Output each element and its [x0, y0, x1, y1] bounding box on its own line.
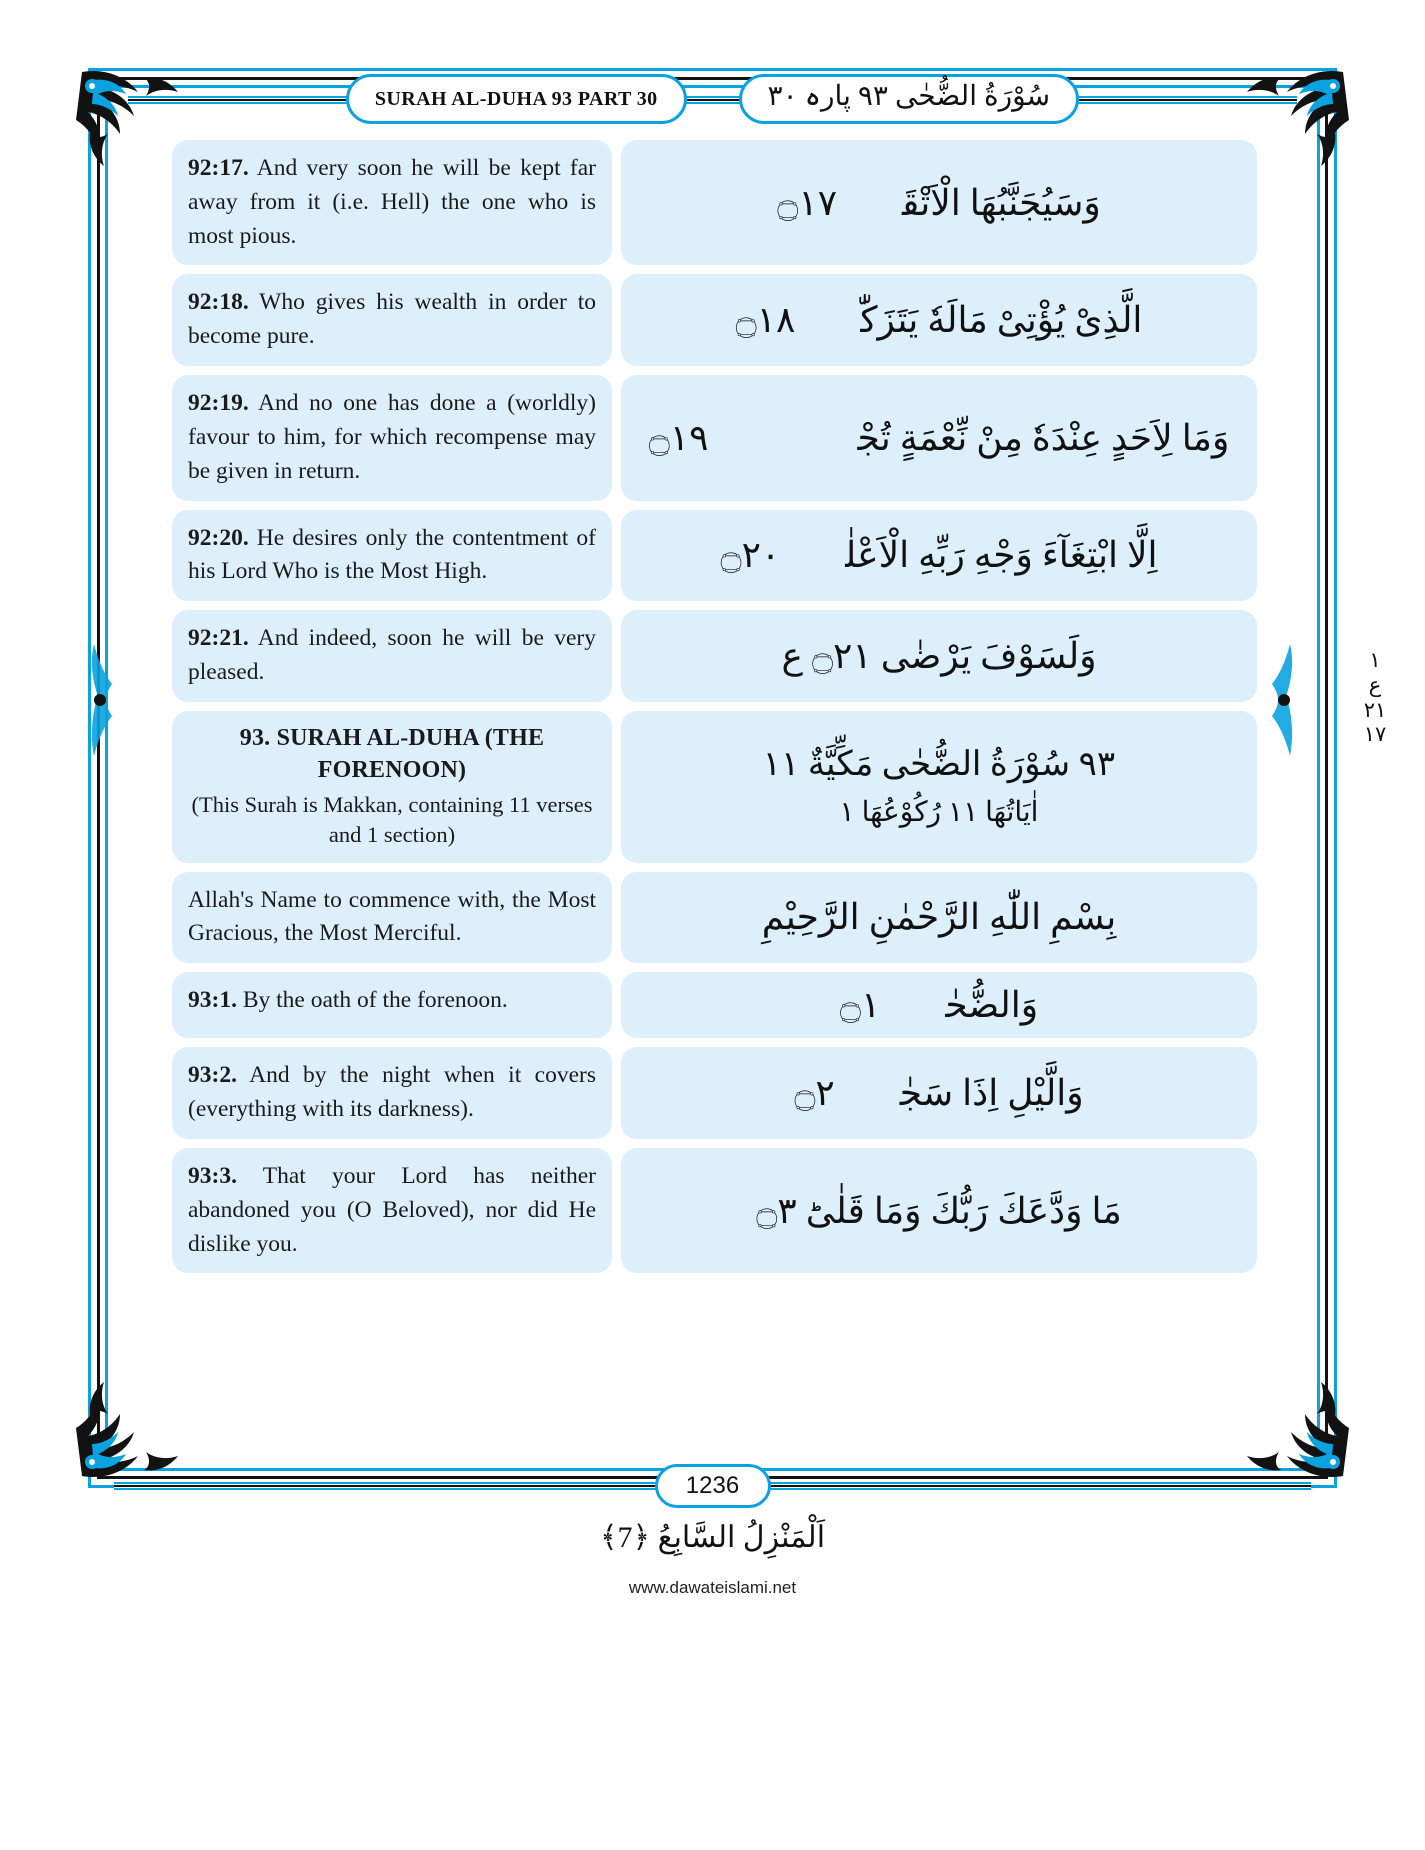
verse-reference: 92:17. — [188, 155, 249, 181]
verse-arabic: وَمَا لِاَحَدٍ عِنْدَهٗ مِنْ نِّعْمَةٍ تُجْزٰۤىۙ ۝١٩ — [648, 417, 1230, 458]
verse-translation-cell — [172, 140, 612, 265]
verse-reference: 92:21. — [188, 625, 249, 652]
header-pill-arabic — [739, 74, 1080, 124]
surah-heading-cell — [172, 711, 612, 863]
page-number: 1236 — [685, 1472, 740, 1499]
surah-title: 93. SURAH AL-DUHA (THE FORENOON) — [239, 724, 545, 783]
table-row — [172, 274, 1257, 366]
bismillah-translation: Allah's Name to commence with, the Most Gracious, the Most Merciful. — [188, 886, 596, 947]
page-header — [88, 68, 1337, 130]
header-title-english: SURAH AL-DUHA 93 PART 30 — [374, 87, 658, 110]
verse-translation: That your Lord has neither abandoned you (O Beloved), nor did He dislike you. — [188, 1162, 596, 1257]
verse-arabic: وَلَسَوْفَ یَرْضٰى ۝٢١ ع — [781, 636, 1097, 677]
verse-arabic-cell — [621, 1148, 1257, 1273]
verse-translation-cell — [172, 1148, 612, 1273]
side-ornament-right — [1258, 640, 1300, 760]
verse-arabic-cell — [621, 610, 1257, 702]
header-title-arabic: سُوْرَةُ الضُّحٰى ٩٣ پارہ ٣٠ — [767, 81, 1051, 112]
verse-arabic-cell — [621, 1047, 1257, 1139]
verse-reference: 93:1. — [188, 987, 237, 1014]
page-number-badge — [655, 1464, 771, 1508]
margin-marker-line-2: ع — [1368, 672, 1382, 697]
surah-heading-arabic-line-2: اٰیَاتُهَا ١١ رُكُوْعُهَا ١ — [839, 797, 1039, 829]
verse-arabic: وَالَّیْلِ اِذَا سَجٰىۙ ۝٢ — [794, 1073, 1084, 1114]
verse-arabic: الَّذِیْ یُؤْتِیْ مَالَهٗ یَتَزَكّٰىۚ ۝١٨ — [735, 300, 1143, 341]
verse-reference: 93:3. — [188, 1162, 237, 1189]
verse-translation: And indeed, soon he will be very pleased. — [188, 625, 596, 686]
header-pill-english — [346, 74, 687, 124]
margin-marker-line-3: ٢١ — [1363, 697, 1387, 722]
verse-translation-cell — [172, 1047, 612, 1139]
verse-arabic-cell — [621, 140, 1257, 265]
verse-arabic: اِلَّا ابْتِغَآءَ وَجْهِ رَبِّهِ الْاَعْلٰىۚ ۝٢٠ — [720, 535, 1158, 576]
table-row — [172, 711, 1257, 863]
verse-translation: By the oath of the forenoon. — [236, 987, 508, 1014]
verse-reference: 92:18. — [188, 289, 249, 316]
verse-arabic-cell — [621, 510, 1257, 602]
manzil-label: اَلْمَنْزِلُ السَّابِعُ ﴿7﴾ — [599, 1521, 826, 1554]
verse-translation-cell — [172, 510, 612, 602]
verse-table — [172, 140, 1257, 1440]
header-divider-rule — [128, 96, 1297, 104]
verse-arabic: وَالضُّحٰىۙ ۝١ — [839, 985, 1039, 1026]
verse-translation: Who gives his wealth in order to become pure. — [188, 289, 596, 350]
verse-arabic-cell — [621, 872, 1257, 964]
verse-translation: And by the night when it covers (everything with its darkness). — [188, 1062, 596, 1123]
table-row — [172, 375, 1257, 500]
table-row — [172, 610, 1257, 702]
verse-reference: 92:19. — [188, 390, 249, 417]
margin-marker-line-4: ١٧ — [1363, 722, 1387, 747]
verse-arabic-cell — [621, 274, 1257, 366]
verse-arabic-cell — [621, 711, 1257, 863]
table-row — [172, 872, 1257, 964]
verse-translation: And very soon he will be kept far away from it (i.e. Hell) the one who is most pious. — [188, 155, 596, 249]
margin-ruku-marker — [1348, 648, 1402, 747]
surah-heading-arabic-line-1: ٩٣ سُوْرَةُ الضُّحٰى مَكِّيَّةٌ ١١ — [762, 746, 1116, 784]
side-ornament-left — [84, 640, 126, 760]
verse-translation: And no one has done a (worldly) favour to him, for which recompense may be given in return. — [188, 390, 596, 484]
verse-translation-cell — [172, 972, 612, 1038]
verse-translation-cell — [172, 610, 612, 702]
table-row — [172, 1148, 1257, 1273]
verse-translation: He desires only the contentment of his Lord Who is the Most High. — [188, 524, 596, 585]
verse-arabic-cell — [621, 972, 1257, 1038]
verse-translation-cell — [172, 274, 612, 366]
table-row — [172, 510, 1257, 602]
bismillah-translation-cell — [172, 872, 612, 964]
verse-reference: 92:20. — [188, 524, 249, 551]
verse-translation-cell — [172, 375, 612, 500]
surah-subtitle: (This Surah is Makkan, containing 11 verses and 1 section) — [191, 792, 593, 848]
verse-arabic-cell — [621, 375, 1257, 500]
site-url-label: www.dawateislami.net — [628, 1578, 797, 1597]
verse-arabic: وَسَيُجَنَّبُهَا الْاَتْقَىۙ ۝١٧ — [777, 182, 1101, 223]
bismillah-arabic: بِسْمِ اللّٰهِ الرَّحْمٰنِ الرَّحِیْمِ — [761, 897, 1117, 938]
verse-arabic: مَا وَدَّعَكَ رَبُّكَ وَمَا قَلٰىؕ ۝٣ — [756, 1190, 1122, 1231]
margin-marker-line-1: ١ — [1369, 648, 1381, 672]
table-row — [172, 140, 1257, 265]
table-row — [172, 972, 1257, 1038]
verse-reference: 93:2. — [188, 1062, 237, 1089]
table-row — [172, 1047, 1257, 1139]
page-footer — [88, 1455, 1337, 1517]
